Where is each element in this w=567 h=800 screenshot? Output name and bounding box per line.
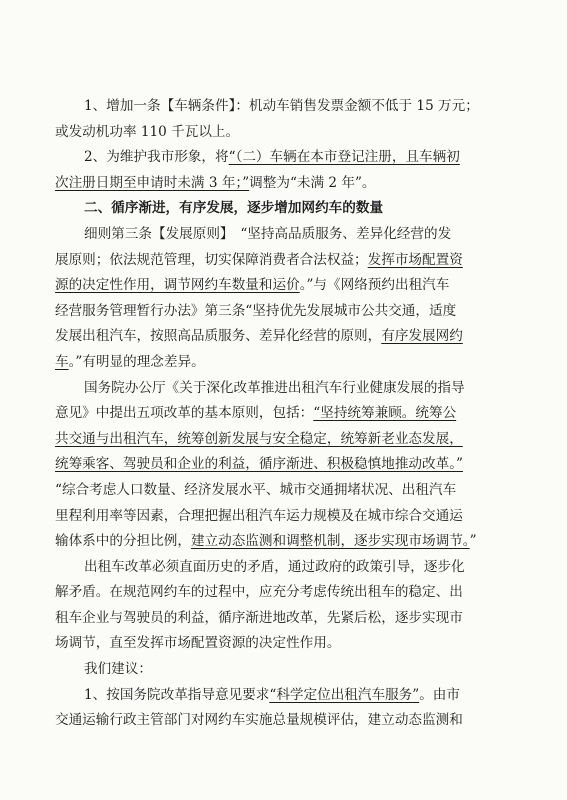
underlined-text: 有序发展网约: [381, 328, 463, 345]
text-line: [55, 324, 539, 350]
underlined-text: 发挥市场配置资: [367, 251, 463, 268]
text-segment: 1、按国务院改革指导意见要求: [84, 686, 270, 703]
underlined-text: 建立动态监测和调整机制，逐步实现市场调节。: [190, 533, 470, 550]
text-line: [55, 376, 539, 402]
text-line: [55, 299, 539, 325]
text-segment: 2、为维护我市形象，将: [84, 149, 229, 166]
underlined-text: 车: [55, 353, 69, 370]
text-line: [55, 273, 539, 299]
text-line: [55, 478, 539, 504]
underlined-text: 源的决定性作用，调节网约车数量和运价: [55, 277, 300, 294]
text-line: [55, 248, 539, 274]
text-line: [55, 580, 539, 606]
underlined-text: “坚持统筹兼顾。统筹公: [313, 405, 457, 422]
text-segment: 意见》中提出五项改革的基本原则，包括：: [55, 405, 314, 422]
text-segment: 经营服务管理暂行办法》第三条“坚持优先发展城市公共交通，适度: [55, 302, 457, 319]
text-line: [55, 504, 539, 530]
underlined-text: 统筹乘客、驾驶员和企业的利益，循序渐进、积极稳慎地推动改革。”: [55, 456, 463, 473]
text-segment: 交通运输行政主管部门对网约车实施总量规模评估，建立动态监测和: [55, 712, 463, 729]
text-segment: 我们建议：: [84, 661, 152, 678]
text-segment: 展原则；依法规范管理，切实保障消费者合法权益；: [55, 251, 368, 268]
text-segment: 。”与《网络预约出租汽车: [299, 277, 450, 294]
text-line: [55, 350, 539, 376]
text-segment: 租车企业与驾驶员的利益，循序渐进地改革，先紧后松，逐步实现市: [55, 609, 463, 626]
text-segment: 。由市: [419, 686, 460, 703]
text-line: [55, 145, 539, 171]
text-segment: 出租车改革必须直面历史的矛盾，通过政府的政策引导，逐步化: [84, 558, 465, 575]
text-segment: 发展出租汽车，按照高品质服务、差异化经营的原则，: [55, 328, 382, 345]
text-segment: 场调节，直至发挥市场配置资源的决定性作用。: [55, 635, 341, 652]
text-line: [55, 631, 539, 657]
text-segment: 调整为“未满 2 年”。: [249, 174, 376, 191]
text-segment: 1、增加一条【车辆条件】：机动车销售发票金额不低于 15 万元；: [84, 98, 479, 114]
text-line: [55, 94, 539, 120]
text-segment: ”: [469, 533, 477, 550]
text-line: [55, 452, 539, 478]
text-line: [55, 222, 539, 248]
text-line: [55, 120, 539, 146]
text-segment: 二、循序渐进，有序发展，逐步增加网约车的数量: [84, 200, 384, 217]
underlined-text: 共交通与出租汽车，统筹创新发展与安全稳定，统筹新老业态发展，: [55, 430, 463, 447]
text-line: [55, 657, 539, 683]
section-heading: [55, 196, 539, 222]
text-segment: 国务院办公厅《关于深化改革推进出租汽车行业健康发展的指导: [84, 379, 465, 396]
underlined-text: 次注册日期至申请时未满 3 年；”: [55, 174, 250, 191]
text-line: [55, 529, 539, 555]
underlined-text: “（二）车辆在本市登记注册，且车辆初: [228, 149, 460, 166]
text-segment: 细则第三条【发展原则】 “坚持高品质服务、差异化经营的发: [84, 225, 452, 242]
text-line: [55, 171, 539, 197]
text-segment: “综合考虑人口数量、经济发展水平、城市交通拥堵状况、出租汽车: [55, 481, 457, 498]
text-segment: 输体系中的分担比例，: [55, 533, 191, 550]
text-line: [55, 427, 539, 453]
text-segment: 或发动机功率 110 千瓦以上。: [55, 123, 240, 140]
text-line: [55, 683, 539, 709]
text-line: [55, 708, 539, 734]
text-segment: 解矛盾。在规范网约车的过程中，应充分考虑传统出租车的稳定、出: [55, 584, 463, 601]
text-line: [55, 606, 539, 632]
text-line: [55, 401, 539, 427]
text-segment: 里程利用率等因素，合理把握出租汽车运力规模及在城市综合交通运: [55, 507, 463, 524]
text-line: [55, 555, 539, 581]
text-segment: 。”有明显的理念差异。: [68, 353, 205, 370]
underlined-text: “科学定位出租汽车服务”: [269, 686, 420, 703]
